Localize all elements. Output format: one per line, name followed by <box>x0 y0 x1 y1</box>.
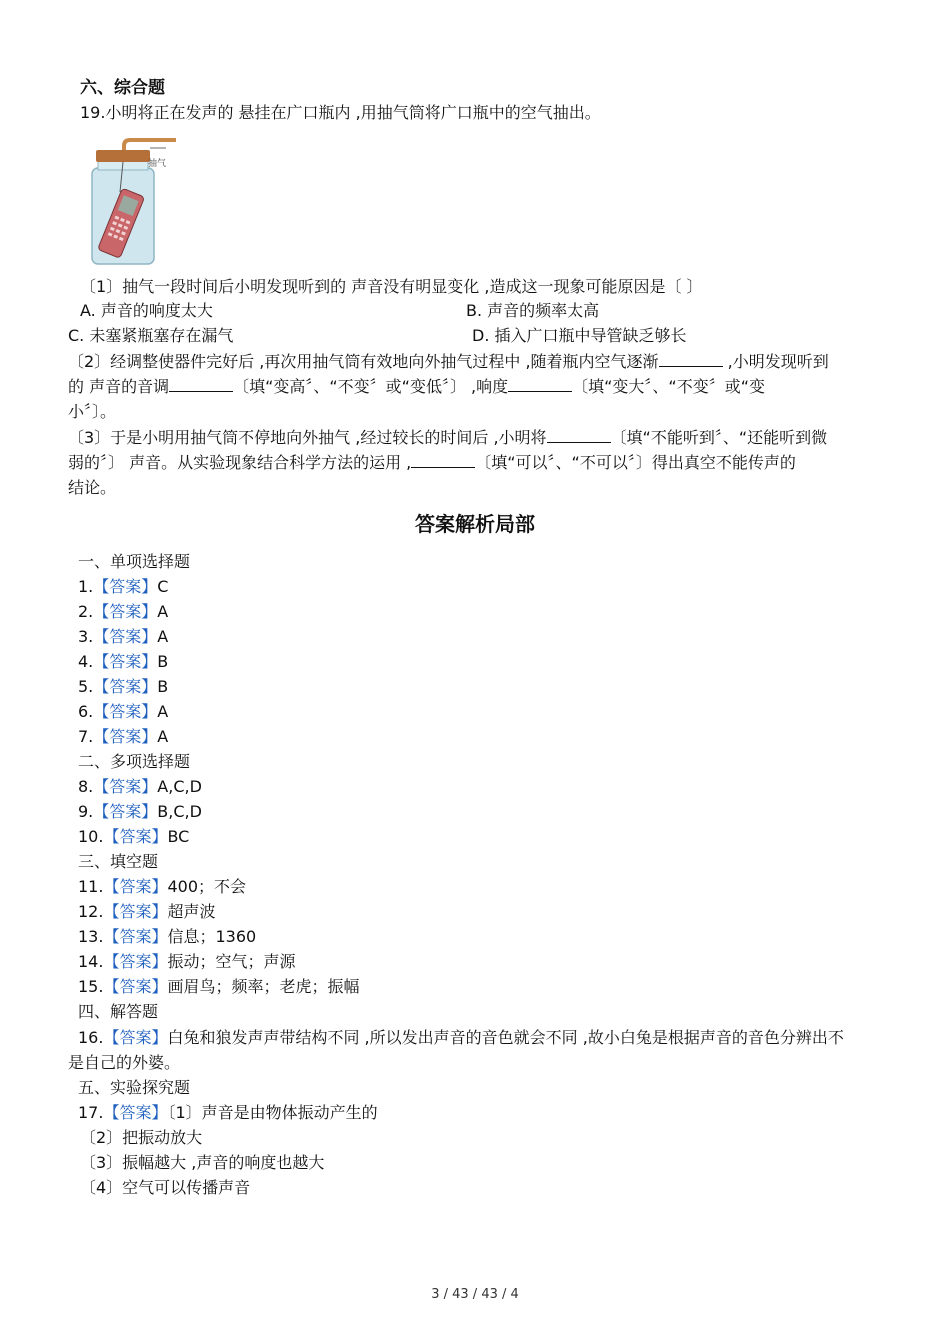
answer-text: BC <box>167 827 190 846</box>
option-b: B. 声音的频率太高 <box>466 301 600 320</box>
answer-row <box>78 700 168 724</box>
category-single-choice: 一、单项选择题 <box>78 552 191 571</box>
answer-tag: 【答案】 <box>93 577 158 596</box>
answer-text: B,C,D <box>157 802 202 821</box>
sub3-text: 弱的〞〕 声音。从实验现象结合科学方法的运用 , <box>68 453 412 472</box>
sub-question-3-line3: 结论。 <box>68 478 117 497</box>
sub-question-3-line1 <box>68 426 827 450</box>
option-a: A. 声音的响度太大 <box>80 301 213 320</box>
answer-text: A <box>157 727 169 746</box>
answer-text: A <box>157 602 169 621</box>
answer-row <box>78 800 202 824</box>
answer-tag: 【答案】 <box>103 902 168 921</box>
answer-tag: 【答案】 <box>103 927 168 946</box>
sub3-text: 〔填“不能听到〞、“还能听到微 <box>610 428 828 447</box>
phone-in-jar-figure <box>84 134 184 270</box>
answer-num: 13. <box>78 927 104 946</box>
answer-text: B <box>157 652 169 671</box>
sub-question-3-line2 <box>68 451 796 475</box>
answer-tag: 【答案】 <box>103 827 168 846</box>
answer-row <box>78 650 168 674</box>
answer-num: 6. <box>78 702 94 721</box>
sub-question-2-line3: 小〞〕。 <box>68 402 117 421</box>
answer-row <box>78 625 168 649</box>
answer-text: A,C,D <box>157 777 202 796</box>
answer-num: 12. <box>78 902 104 921</box>
answer-tag: 【答案】 <box>93 727 158 746</box>
sub2-text: 〔填“变高〞、“不变〞或“变低〞〕 ,响度 <box>233 377 509 396</box>
category-fill-blank: 三、填空题 <box>78 852 159 871</box>
answer-row <box>78 1101 378 1125</box>
answer-tag: 【答案】 <box>103 977 168 996</box>
answer-text: B <box>157 677 169 696</box>
answer-num: 4. <box>78 652 94 671</box>
answer-num: 2. <box>78 602 94 621</box>
answer-text: 〔1〕声音是由物体振动产生的 <box>167 1103 378 1122</box>
answers-title: 答案解析局部 <box>415 512 535 536</box>
answer-tag: 【答案】 <box>93 602 158 621</box>
blank-4 <box>547 426 611 443</box>
answer-tag: 【答案】 <box>103 1028 168 1047</box>
answer-num: 10. <box>78 827 104 846</box>
answer-num: 15. <box>78 977 104 996</box>
sub2-text: 〔填“变大〞、“不变〞或“变 <box>572 377 766 396</box>
category-experiment: 五、实验探究题 <box>78 1078 191 1097</box>
answer-tag: 【答案】 <box>93 677 158 696</box>
answer-row <box>78 900 215 924</box>
answer-tag: 【答案】 <box>103 1103 168 1122</box>
answer-tag: 【答案】 <box>93 777 158 796</box>
jar-illustration <box>84 134 184 270</box>
blank-5 <box>411 451 475 468</box>
answer-text: A <box>157 702 169 721</box>
answer-num: 17. <box>78 1103 104 1122</box>
answer-row <box>78 825 189 849</box>
answer-text: 振动；空气；声源 <box>167 952 296 971</box>
page-footer: 3 / 43 / 43 / 4 <box>431 1287 519 1302</box>
answer-text: 400；不会 <box>167 877 247 896</box>
blank-1 <box>659 350 723 367</box>
answer-row <box>78 875 246 899</box>
answer-num: 16. <box>78 1028 104 1047</box>
answer-continuation: 〔3〕振幅越大 ,声音的响度也越大 <box>80 1153 325 1172</box>
answer-row <box>78 675 168 699</box>
answer-num: 1. <box>78 577 94 596</box>
answer-tag: 【答案】 <box>93 652 158 671</box>
figure-label: 抽气 <box>148 159 167 169</box>
answer-text: 画眉鸟；频率；老虎；振幅 <box>167 977 360 996</box>
answer-text: A <box>157 627 169 646</box>
sub2-text: 〔2〕经调整使器件完好后 ,再次用抽气筒有效地向外抽气过程中 ,随着瓶内空气逐渐 <box>68 352 659 371</box>
answer-text: 超声波 <box>167 902 216 921</box>
answer-row <box>78 950 295 974</box>
answer-num: 8. <box>78 777 94 796</box>
category-short-answer: 四、解答题 <box>78 1002 159 1021</box>
answer-tag: 【答案】 <box>103 952 168 971</box>
answer-row <box>78 575 168 599</box>
answer-row <box>78 1026 844 1050</box>
answer-num: 3. <box>78 627 94 646</box>
answer-row <box>78 775 202 799</box>
answer-tag: 【答案】 <box>103 877 168 896</box>
sub-question-2-line1 <box>68 350 829 374</box>
sub3-text: 〔填“可以〞、“不可以〞〕得出真空不能传声的 <box>475 453 796 472</box>
blank-2 <box>169 375 233 392</box>
answer-num: 5. <box>78 677 94 696</box>
answer-num: 14. <box>78 952 104 971</box>
option-c: C. 未塞紧瓶塞存在漏气 <box>68 326 234 345</box>
answer-row <box>78 600 168 624</box>
answer-row <box>78 975 359 999</box>
sub2-text: ,小明发现听到 <box>722 352 829 371</box>
answer-row <box>78 725 168 749</box>
answer-continuation: 〔2〕把振动放大 <box>80 1128 203 1147</box>
answer-row <box>78 925 256 949</box>
section-title: 六、综合题 <box>80 78 165 98</box>
answer-text: 信息；1360 <box>167 927 257 946</box>
sub2-text: 的 声音的音调 <box>68 377 170 396</box>
sub-question-2-line2 <box>68 375 765 399</box>
sub3-text: 〔3〕于是小明用抽气筒不停地向外抽气 ,经过较长的时间后 ,小明将 <box>68 428 547 447</box>
answer-text: 白兔和狼发声声带结构不同 ,所以发出声音的音色就会不同 ,故小白兔是根据声音的音色分辨出不 <box>167 1028 844 1047</box>
answer-num: 7. <box>78 727 94 746</box>
question-19-intro: 19.小明将正在发声的 悬挂在广口瓶内 ,用抽气筒将广口瓶中的空气抽出。 <box>80 103 601 122</box>
answer-num: 11. <box>78 877 104 896</box>
answer-continuation: 〔4〕空气可以传播声音 <box>80 1178 251 1197</box>
answer-tag: 【答案】 <box>93 627 158 646</box>
answer-tag: 【答案】 <box>93 802 158 821</box>
option-d: D. 插入广口瓶中导管缺乏够长 <box>472 326 687 345</box>
category-multi-choice: 二、多项选择题 <box>78 752 191 771</box>
sub-question-1: 〔1〕抽气一段时间后小明发现听到的 声音没有明显变化 ,造成这一现象可能原因是〔 〕 <box>80 277 703 296</box>
answer-num: 9. <box>78 802 94 821</box>
answer-text: C <box>157 577 169 596</box>
answer-continuation: 是自己的外婆。 <box>68 1053 181 1072</box>
answer-tag: 【答案】 <box>93 702 158 721</box>
blank-3 <box>508 375 572 392</box>
